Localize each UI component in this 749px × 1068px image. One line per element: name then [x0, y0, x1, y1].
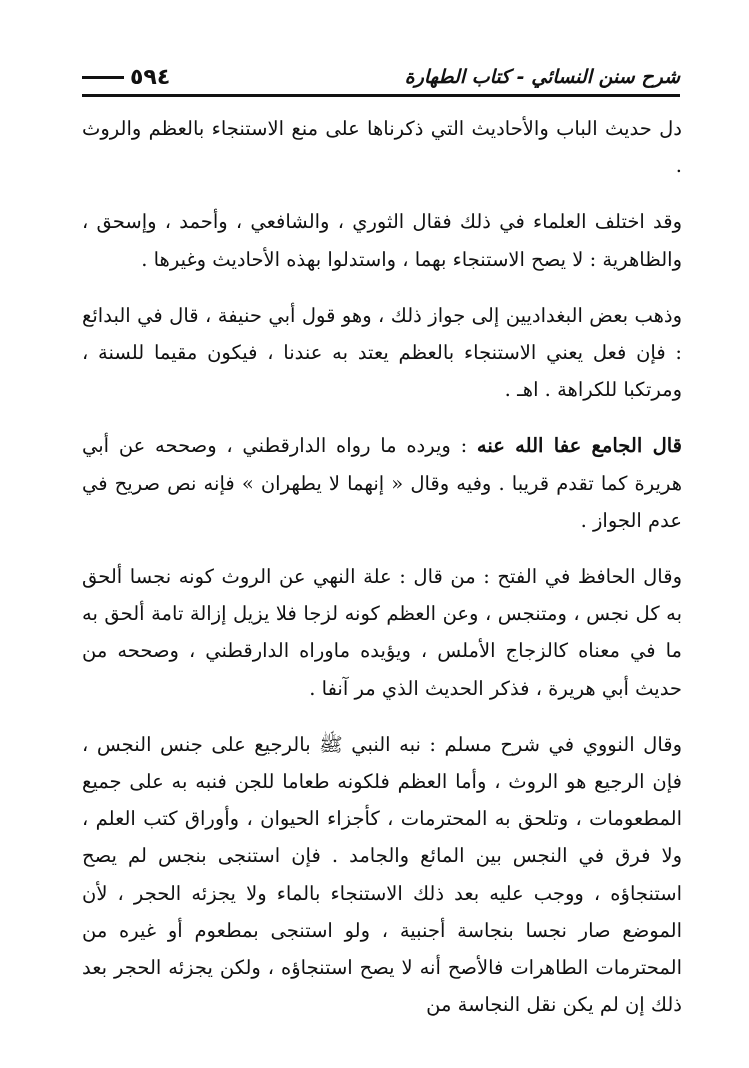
paragraph-text: وقال الحافظ في الفتح : من قال : علة النهي عن الروث كونه نجسا ألحق به كل نجس ، ومتنجس ، وعن العظم كونه لزجا فلا يزيل إزالة تامة ألحق به ما في معناه كالزجاج الأملس ، ويؤيده ماوراه الدارقطني ، وصححه من حديث أبي هريرة ، فذكر الحديث الذي مر آنفا .: [82, 565, 682, 700]
page-header: [82, 52, 680, 92]
paragraph-3: [82, 297, 682, 409]
paragraph-text: وقال النووي في شرح مسلم : نبه النبي ﷺ بالرجيع على جنس النجس ، فإن الرجيع هو الروث ، وأما العظم فلكونه طعاما للجن فنبه به على جميع المطعومات ، وتلحق به المحترمات ، كأجزاء الحيوان ، وأوراق كتب العلم ، ولا فرق في النجس بين المائع والجامد . فإن استنجى بنجس لم يصح استنجاؤه ، ووجب عليه بعد ذلك الاستنجاء بالماء ولا يجزئه الحجر ، لأن الموضع صار نجسا بنجاسة أجنبية ، ولو استنجى بمطعوم أو غيره من المحترمات الطاهرات فالأصح أنه لا يصح استنجاؤه ، ولكن يجزئه الحجر بعد ذلك إن لم يكن نقل النجاسة من: [82, 732, 682, 1017]
paragraph-2: [82, 203, 682, 277]
running-title: شرح سنن النسائي - كتاب الطهارة: [404, 66, 680, 88]
paragraph-text: : ويرده ما رواه الدارقطني ، وصححه عن أبي هريرة كما تقدم قريبا . وفيه وقال « إنهما لا يطهران » فإنه نص صريح في عدم الجواز .: [82, 434, 682, 532]
paragraph-5: [82, 558, 682, 707]
page-number: ٥٩٤: [130, 65, 171, 90]
paragraph-text: دل حديث الباب والأحاديث التي ذكرناها على منع الاستنجاء بالعظم والروث .: [82, 117, 682, 178]
header-dash: [82, 76, 124, 79]
paragraph-6: [82, 726, 682, 1024]
page-body: [82, 110, 682, 1023]
paragraph-text: وذهب بعض البغداديين إلى جواز ذلك ، وهو قول أبي حنيفة ، قال في البدائع : فإن فعل يعني الاستنجاء بالعظم يعتد به عندنا ، فيكون مقيما للسنة ، ومرتكبا للكراهة . اهـ .: [82, 303, 682, 402]
paragraph-4: [82, 427, 682, 539]
header-rule: [82, 94, 680, 97]
paragraph-text: وقد اختلف العلماء في ذلك فقال الثوري ، والشافعي ، وأحمد ، وإسحق ، والظاهرية : لا يصح الاستنجاء بهما ، واستدلوا بهذه الأحاديث وغيرها .: [82, 210, 682, 271]
page-number-block: [82, 65, 170, 92]
paragraph-lead: قال الجامع عفا الله عنه: [476, 434, 683, 458]
paragraph-1: [82, 110, 682, 184]
